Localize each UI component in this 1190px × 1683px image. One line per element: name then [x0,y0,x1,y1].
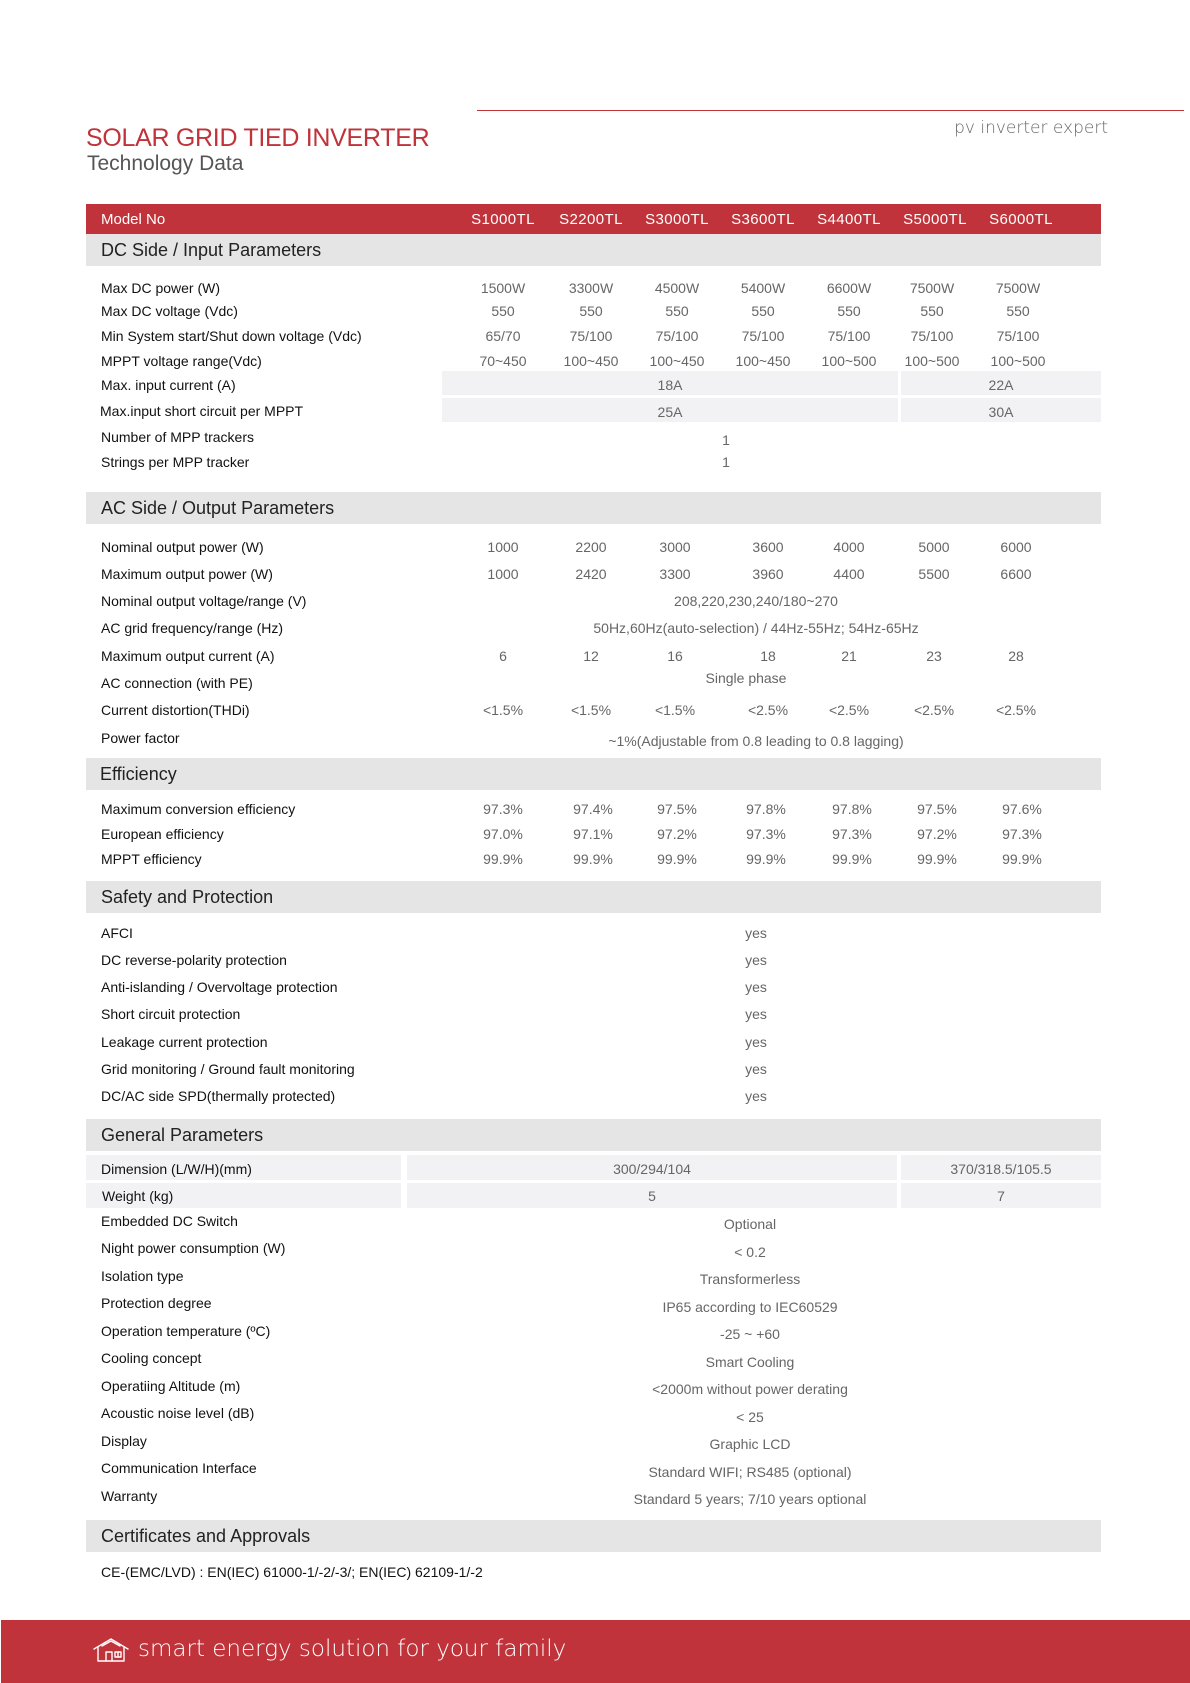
cell-value: ~1%(Adjustable from 0.8 leading to 0.8 lagging) [608,733,904,749]
cell-value: 3000 [659,539,691,555]
cell-value: yes [745,1034,767,1050]
cell-value: 22A [988,377,1014,393]
model-name: S6000TL [989,211,1053,228]
row-label: DC reverse-polarity protection [101,952,287,968]
header-rule [477,110,1184,111]
model-name: S3600TL [731,211,795,228]
row-label: Display [101,1433,147,1449]
cell-value: -25 ~ +60 [720,1326,780,1342]
cell-value: 25A [657,404,683,420]
row-label: Isolation type [101,1268,184,1284]
cell-value: Optional [723,1216,777,1232]
certificates-row [86,1552,1101,1592]
cell-value: 75/100 [655,328,699,344]
cell-value: 50Hz,60Hz(auto-selection) / 44Hz-55Hz; 54Hz-65Hz [593,620,919,636]
row-label: Operatiing Altitude (m) [101,1378,241,1394]
cell-value: <2000m without power derating [652,1381,848,1397]
cell-value: 550 [1006,303,1030,319]
row-label: Communication Interface [101,1460,257,1476]
cell-value: 97.8% [832,801,872,817]
cell-value: 550 [579,303,603,319]
cell-value: 18A [657,377,683,393]
footer-slogan: smart energy solution for your family [138,1636,567,1662]
cell-value: 97.4% [573,801,613,817]
dc-rows [86,266,1101,492]
cell-value: <1.5% [654,702,696,718]
row-label: Operation temperature (ºC) [101,1323,271,1339]
cell-value: 5500 [918,566,950,582]
efficiency-rows [86,790,1101,881]
safety-rows [86,913,1101,1119]
section-safety [86,881,1101,913]
cell-value: 23 [926,648,942,664]
row-label: DC/AC side SPD(thermally protected) [101,1088,336,1104]
cell-value: 99.9% [573,851,613,867]
cell-value: Standard WIFI; RS485 (optional) [648,1464,852,1480]
cell-value: 97.5% [657,801,697,817]
section-certificates [86,1520,1101,1552]
row-label: MPPT efficiency [101,851,202,867]
cell-value: 12 [583,648,599,664]
model-name: S3000TL [645,211,709,228]
model-name: S5000TL [903,211,967,228]
cell-value: 4500W [654,280,700,296]
cell-value: 6000 [1000,539,1032,555]
row-label: Anti-islanding / Overvoltage protection [101,979,338,995]
ac-rows [86,524,1101,758]
model-no-label: Model No [101,211,166,228]
cell-value: <2.5% [747,702,789,718]
cell-value: 18 [760,648,776,664]
cell-value: 550 [751,303,775,319]
section-title: General Parameters [101,1125,264,1145]
row-label: Dimension (L/W/H)(mm) [101,1161,252,1177]
cell-value: 100~450 [563,353,619,369]
row-label: Power factor [101,730,180,746]
cell-value: < 0.2 [734,1244,766,1260]
footer-banner [1,1620,1190,1683]
cell-value: <1.5% [482,702,524,718]
row-label: Number of MPP trackers [101,429,255,445]
model-header-row [86,204,1101,234]
cell-value: yes [745,1088,767,1104]
cell-value: 97.1% [573,826,613,842]
cell-value: 75/100 [996,328,1040,344]
cell-value: 100~500 [821,353,877,369]
section-title: Efficiency [100,764,177,784]
section-title: AC Side / Output Parameters [101,498,335,518]
cell-value: Graphic LCD [709,1436,791,1452]
cell-value: IP65 according to IEC60529 [662,1299,838,1315]
cell-value: 6 [499,648,507,664]
section-general [86,1119,1101,1151]
cell-value: 6600 [1000,566,1032,582]
cell-value: Standard 5 years; 7/10 years optional [633,1491,867,1507]
section-efficiency [86,758,1101,790]
row-label: Leakage current protection [101,1034,268,1050]
cell-value: Single phase [705,670,787,686]
page-title: SOLAR GRID TIED INVERTER [86,124,430,152]
row-label: Warranty [101,1488,158,1504]
row-label: Night power consumption (W) [101,1240,286,1256]
cell-value: 97.3% [483,801,523,817]
cell-value: 16 [667,648,683,664]
cell-value: 5 [648,1188,656,1204]
cell-value: 65/70 [485,328,521,344]
cell-value: 75/100 [569,328,613,344]
cell-value: yes [745,925,767,941]
row-label: Embedded DC Switch [101,1213,238,1229]
row-label: Grid monitoring / Ground fault monitoring [101,1061,355,1077]
cell-value: 100~500 [904,353,960,369]
row-label: Nominal output power (W) [101,539,264,555]
general-rows [86,1151,1101,1520]
row-label: Nominal output voltage/range (V) [101,593,307,609]
cell-value: Transformerless [699,1271,801,1287]
cell-value: <2.5% [913,702,955,718]
cell-value: 21 [841,648,857,664]
row-label: MPPT voltage range(Vdc) [101,353,262,369]
cell-value: 99.9% [1002,851,1042,867]
section-dc-side [86,234,1101,266]
cell-value: 2200 [575,539,607,555]
tagline: pv inverter expert [954,118,1108,138]
cell-value: 6600W [826,280,872,296]
spec-table [86,204,1101,1592]
section-title: Safety and Protection [101,887,274,907]
cell-value: Smart Cooling [705,1354,795,1370]
cell-value: 550 [665,303,689,319]
cell-value: 28 [1008,648,1024,664]
cell-value: 2420 [575,566,607,582]
row-label: Weight (kg) [102,1188,174,1204]
row-label: Strings per MPP tracker [101,454,250,470]
cell-value: yes [745,952,767,968]
cell-value: 30A [988,404,1014,420]
cell-value: 97.5% [917,801,957,817]
cell-value: 99.9% [483,851,523,867]
page-subtitle: Technology Data [87,152,244,175]
cell-value: 1000 [487,539,519,555]
model-name: S4400TL [817,211,881,228]
cell-value: 1 [722,454,730,470]
cell-value: 550 [491,303,515,319]
certificate-text: CE-(EMC/LVD) : EN(IEC) 61000-1/-2/-3/; EN(IEC) 62109-1/-2 [101,1564,483,1580]
row-label: Current distortion(THDi) [101,702,250,718]
section-title: Certificates and Approvals [101,1526,311,1546]
cell-value: <2.5% [828,702,870,718]
cell-value: 5000 [918,539,950,555]
cell-value: 4400 [833,566,865,582]
cell-value: <1.5% [570,702,612,718]
cell-value: 208,220,230,240/180~270 [674,593,838,609]
cell-value: 3960 [752,566,784,582]
cell-value: 97.3% [746,826,786,842]
cell-value: 100~500 [990,353,1046,369]
row-label: Min System start/Shut down voltage (Vdc) [101,328,362,344]
row-label: Cooling concept [101,1350,202,1366]
cell-value: 300/294/104 [613,1161,691,1177]
cell-value: 4000 [833,539,865,555]
row-label: Acoustic noise level (dB) [101,1405,255,1421]
cell-value: 3600 [752,539,784,555]
row-label: European efficiency [101,826,224,842]
cell-value: 97.3% [832,826,872,842]
row-label: Maximum conversion efficiency [101,801,296,817]
row-label: Short circuit protection [101,1006,241,1022]
cell-value: 97.2% [917,826,957,842]
cell-value: yes [745,979,767,995]
row-label: Max DC voltage (Vdc) [101,303,238,319]
cell-value: 7500W [995,280,1041,296]
row-label: Maximum output power (W) [101,566,273,582]
row-label: AC connection (with PE) [101,675,253,691]
cell-value: 97.8% [746,801,786,817]
row-label: Max DC power (W) [101,280,221,296]
row-label: AFCI [101,925,133,941]
cell-value: 70~450 [479,353,527,369]
cell-value: 1 [722,432,730,448]
cell-value: 99.9% [832,851,872,867]
cell-value: 5400W [740,280,786,296]
cell-value: yes [745,1061,767,1077]
model-name: S1000TL [471,211,535,228]
cell-value: 100~450 [649,353,705,369]
cell-value: 99.9% [917,851,957,867]
cell-value: 75/100 [910,328,954,344]
cell-value: 7 [997,1188,1005,1204]
cell-value: 3300W [568,280,614,296]
cell-value: 99.9% [746,851,786,867]
section-ac-side [86,492,1101,524]
cell-value: 7500W [909,280,955,296]
row-label: Protection degree [101,1295,212,1311]
row-label: Max.input short circuit per MPPT [100,403,304,419]
cell-value: yes [745,1006,767,1022]
cell-value: < 25 [736,1409,764,1425]
cell-value: 3300 [659,566,691,582]
cell-value: 1000 [487,566,519,582]
section-title: DC Side / Input Parameters [101,240,322,260]
cell-value: 97.6% [1002,801,1042,817]
cell-value: 550 [920,303,944,319]
cell-value: 99.9% [657,851,697,867]
cell-value: 97.0% [483,826,523,842]
row-label: Max. input current (A) [101,377,236,393]
row-label: AC grid frequency/range (Hz) [101,620,284,636]
model-name: S2200TL [559,211,623,228]
cell-value: 100~450 [735,353,791,369]
cell-value: 75/100 [741,328,785,344]
cell-value: 550 [837,303,861,319]
cell-value: 1500W [480,280,526,296]
cell-value: 97.2% [657,826,697,842]
house-icon [93,1637,129,1663]
cell-value: 370/318.5/105.5 [950,1161,1052,1177]
row-label: Maximum output current (A) [101,648,275,664]
cell-value: 75/100 [827,328,871,344]
cell-value: <2.5% [995,702,1037,718]
cell-value: 97.3% [1002,826,1042,842]
